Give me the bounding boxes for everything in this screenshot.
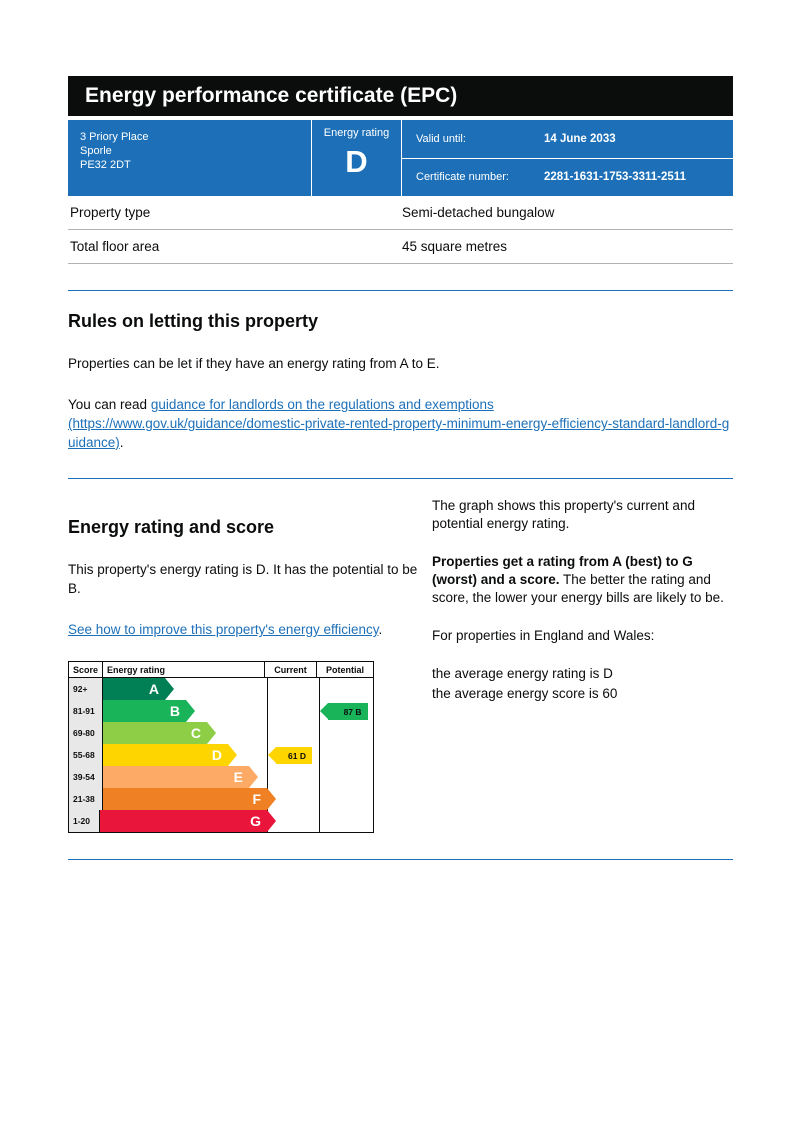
- certificate-number-label: Certificate number:: [416, 171, 509, 184]
- marker-label: 87 B: [343, 706, 362, 717]
- divider: [68, 290, 733, 291]
- band-letter: D: [211, 747, 222, 763]
- band-bar: [103, 722, 207, 744]
- band-bar: [103, 766, 249, 788]
- letting-guidance-paragraph: [68, 395, 733, 452]
- certificate-number-value: 2281-1631-1753-3311-2511: [544, 171, 686, 184]
- page-title: Energy performance certificate (EPC): [68, 76, 733, 116]
- graph-band-row: [69, 744, 267, 766]
- valid-until-value: 14 June 2033: [544, 132, 616, 145]
- property-type-value: Semi-detached bungalow: [400, 196, 733, 230]
- band-score: 21-38: [69, 788, 103, 810]
- graph-band-row: [69, 788, 267, 810]
- marker-arrow-icon: [268, 747, 276, 763]
- certificate-header: [68, 120, 733, 196]
- letting-heading: Rules on letting this property: [68, 311, 319, 331]
- rating-heading: Energy rating and score: [68, 517, 275, 537]
- rating-explainer: [432, 553, 733, 607]
- valid-until-row: [402, 120, 733, 159]
- floor-area-label: Total floor area: [68, 230, 400, 264]
- band-letter: C: [190, 725, 201, 741]
- graph-bands: [69, 678, 268, 832]
- marker-label: 61 D: [288, 750, 306, 761]
- band-score: 1-20: [69, 810, 100, 832]
- address-line-3: PE32 2DT: [80, 159, 131, 171]
- graph-col-rating: Energy rating: [103, 662, 265, 677]
- rating-explainer-rest: The better the rating and score, the lower your energy bills are likely to be.: [432, 572, 724, 605]
- letting-read-prefix: You can read: [68, 397, 151, 412]
- average-rating-note: the average energy rating is D: [432, 666, 613, 681]
- rating-summary: This property's energy rating is D. It has the potential to be B.: [68, 562, 418, 596]
- rating-section: [68, 497, 733, 833]
- epc-document: [68, 76, 733, 860]
- table-row: [68, 230, 733, 264]
- landlord-guidance-link[interactable]: guidance for landlords on the regulations and exemptions: [150, 397, 494, 412]
- graph-col-score: Score: [69, 662, 103, 677]
- divider-2: [68, 478, 733, 479]
- improve-link-suffix: .: [378, 622, 383, 637]
- graph-header-row: [69, 662, 373, 678]
- band-score: 81-91: [69, 700, 103, 722]
- band-letter: E: [233, 769, 243, 785]
- energy-rating-label: Energy rating: [323, 127, 390, 139]
- certificate-number-row: [402, 159, 733, 197]
- letting-trailing: .: [119, 435, 124, 450]
- energy-rating-badge: [312, 120, 402, 196]
- graph-potential-column: [320, 678, 373, 832]
- band-letter: A: [148, 681, 159, 697]
- graph-band-row: [69, 810, 267, 832]
- energy-rating-letter: D: [345, 144, 368, 179]
- certificate-meta: [402, 120, 733, 196]
- potential-rating-marker: [328, 703, 368, 720]
- property-type-label: Property type: [68, 196, 400, 230]
- graph-band-row: [69, 678, 267, 700]
- graph-col-potential: Potential: [325, 664, 364, 675]
- marker-arrow-icon: [320, 703, 328, 719]
- address-line-2: Sporle: [80, 145, 112, 157]
- rating-explainer-bold: Properties get a rating from A (best) to G (worst) and a score.: [432, 554, 693, 587]
- graph-current-column: [268, 678, 320, 832]
- graph-band-row: [69, 722, 267, 744]
- graph-band-row: [69, 700, 267, 722]
- band-bar: [100, 810, 267, 832]
- energy-rating-graph: [68, 661, 374, 833]
- graph-body: [69, 678, 373, 832]
- valid-until-label: Valid until:: [416, 132, 466, 145]
- band-bar: [103, 678, 165, 700]
- rating-right-column: [428, 497, 733, 833]
- letting-paragraph: Properties can be let if they have an energy rating from A to E.: [68, 356, 440, 371]
- graph-intro-text: The graph shows this property's current and potential energy rating.: [432, 498, 695, 531]
- floor-area-value: 45 square metres: [400, 230, 733, 264]
- band-score: 92+: [69, 678, 103, 700]
- current-rating-marker: [276, 747, 312, 764]
- band-score: 55-68: [69, 744, 103, 766]
- average-score-note: the average energy score is 60: [432, 686, 618, 701]
- address-line-1: 3 Priory Place: [80, 131, 149, 143]
- band-bar: [103, 700, 186, 722]
- band-letter: G: [250, 813, 261, 829]
- improve-efficiency-link[interactable]: See how to improve this property's energy efficiency: [68, 622, 379, 637]
- property-info-table: [68, 196, 733, 264]
- band-letter: B: [169, 703, 180, 719]
- band-score: 39-54: [69, 766, 103, 788]
- divider-3: [68, 859, 733, 860]
- band-bar: [103, 788, 267, 810]
- graph-band-row: [69, 766, 267, 788]
- improve-paragraph: [68, 620, 428, 639]
- graph-col-current: Current: [265, 662, 317, 677]
- band-bar: [103, 744, 228, 766]
- property-address: [68, 120, 312, 196]
- table-row: [68, 196, 733, 230]
- rating-left-column: [68, 497, 428, 833]
- band-letter: F: [252, 791, 261, 807]
- region-note: For properties in England and Wales:: [432, 628, 655, 643]
- landlord-guidance-url[interactable]: (https://www.gov.uk/guidance/domestic-private-rented-property-minimum-energy-efficiency-standard-landlord-guidance): [68, 416, 730, 450]
- band-score: 69-80: [69, 722, 103, 744]
